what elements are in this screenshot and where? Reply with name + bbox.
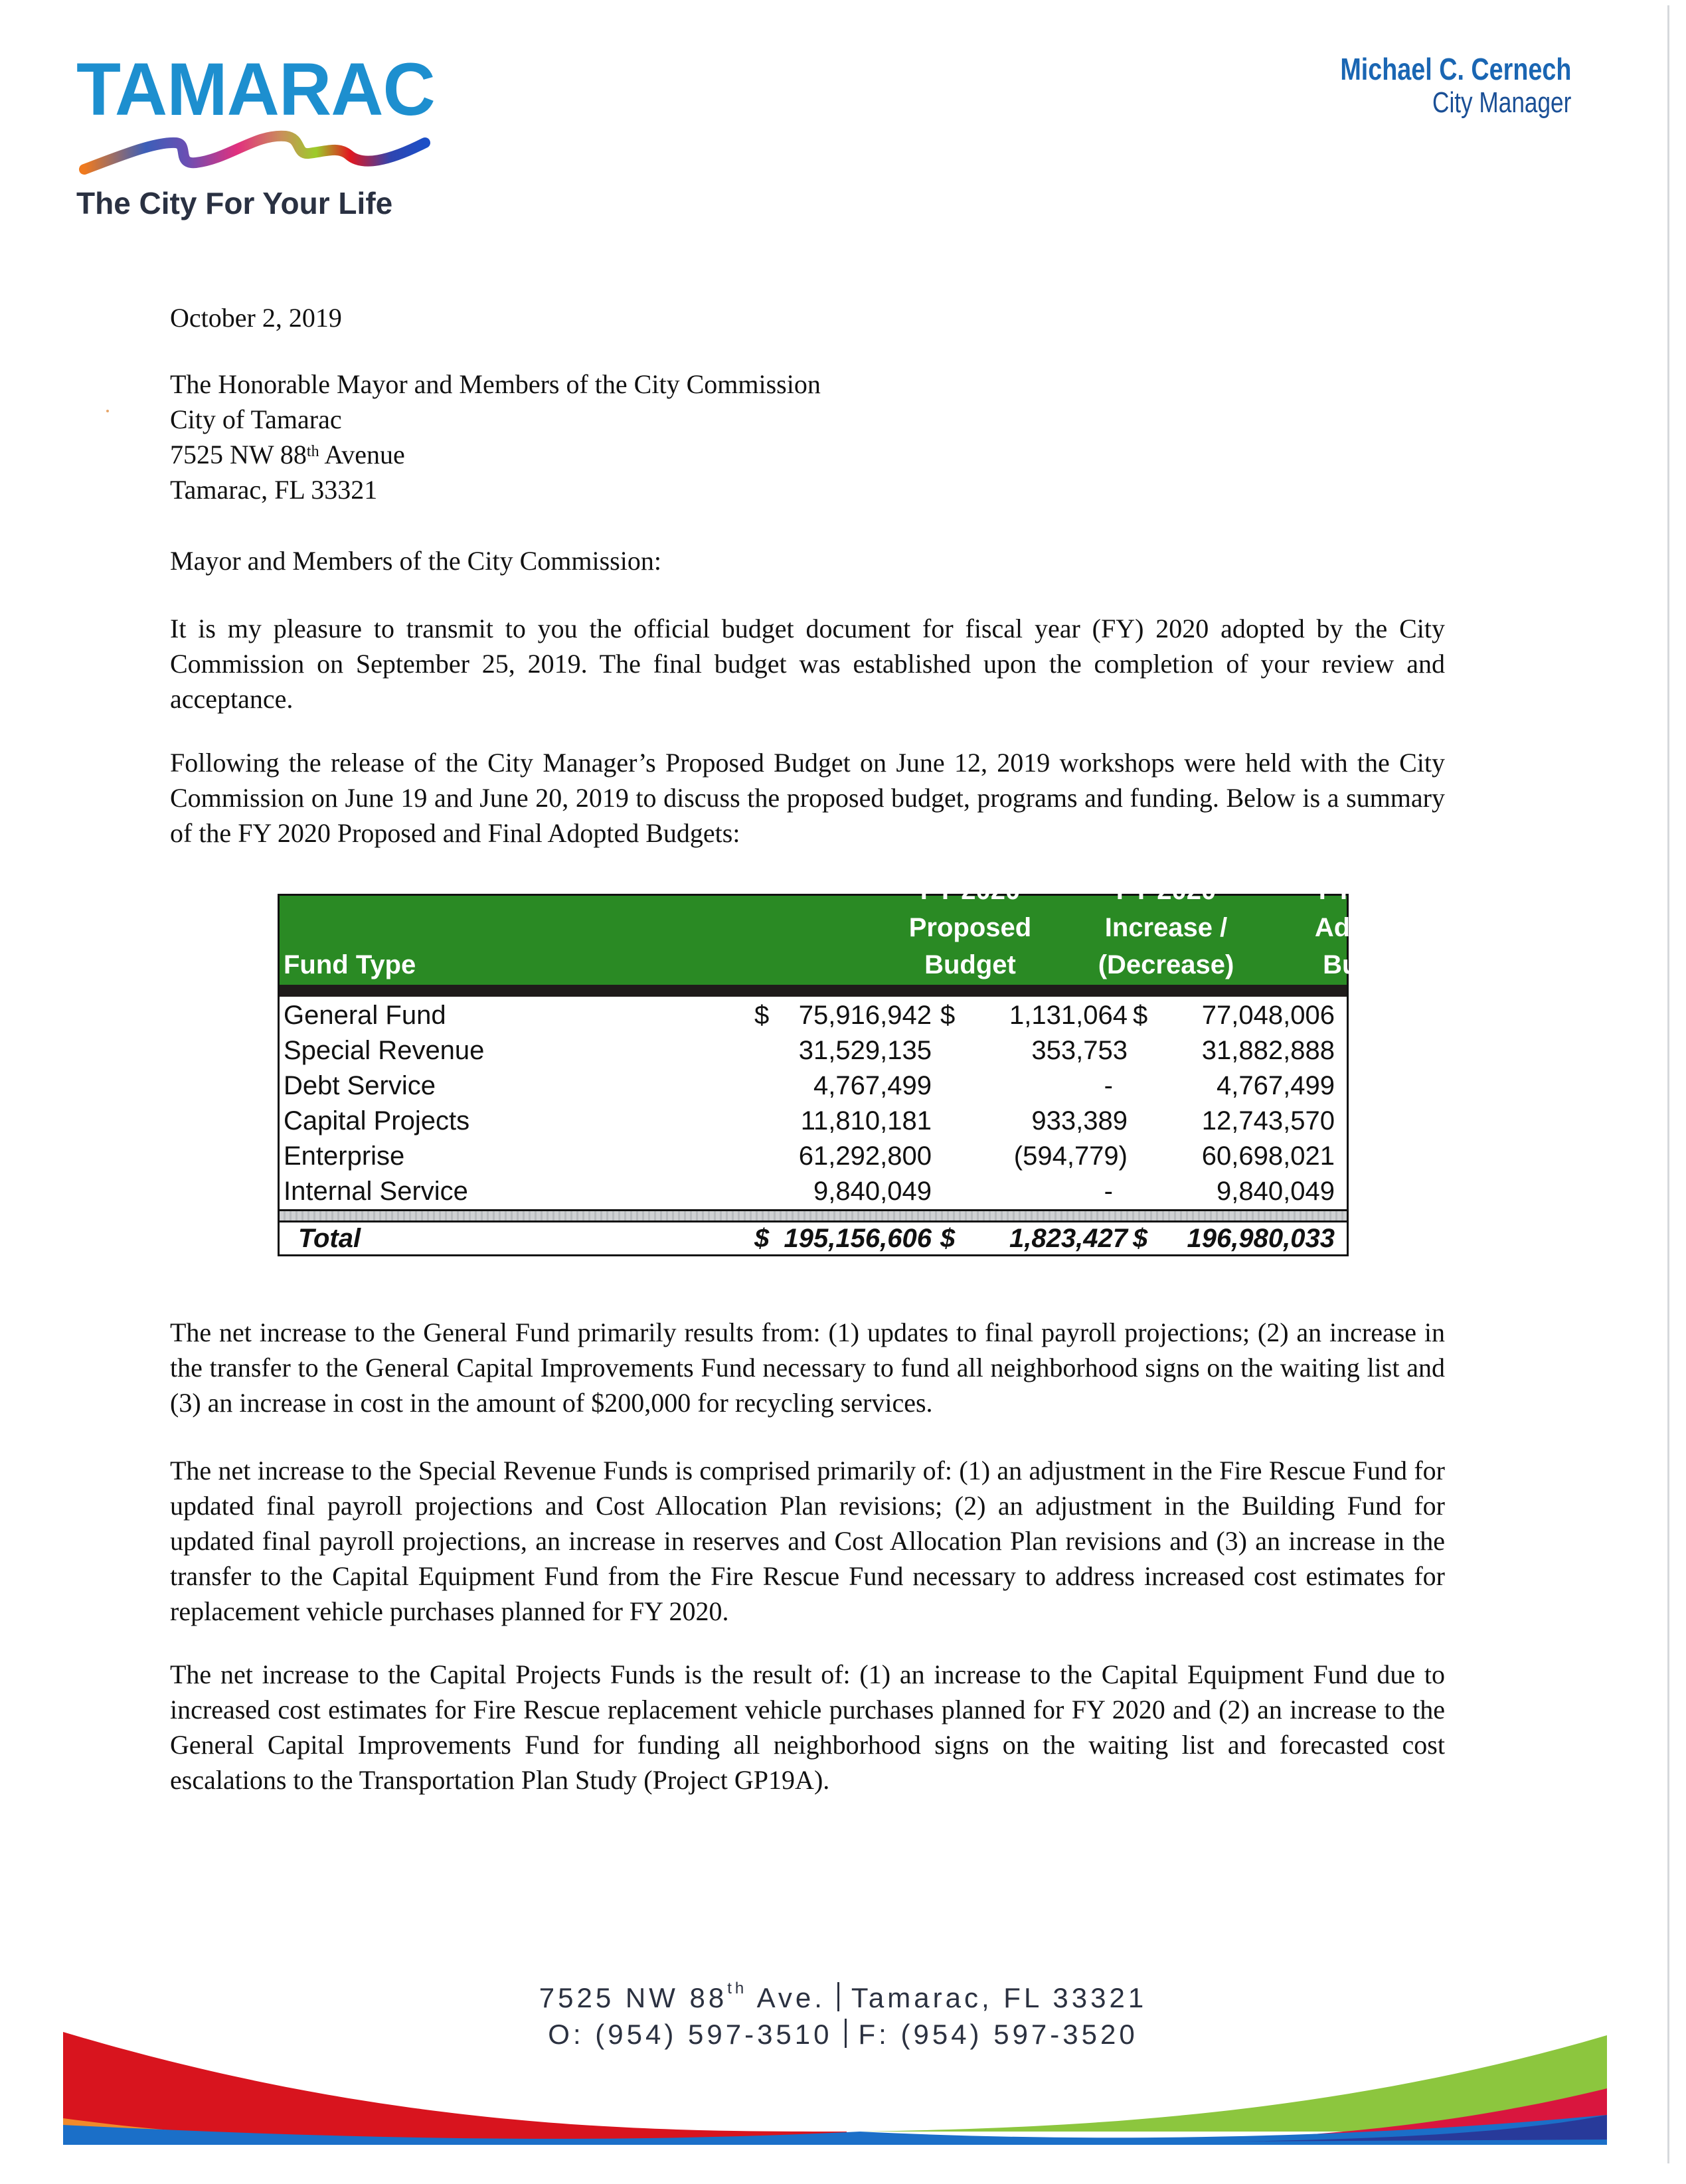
total-adopted: 196,980,033	[1187, 1224, 1335, 1253]
header-adopted-line-1: FY 2020	[1318, 876, 1419, 905]
table-row	[280, 1068, 1347, 1104]
fund-name: Enterprise	[284, 1141, 405, 1171]
change-currency: $	[940, 1001, 956, 1030]
table-row	[280, 1104, 1347, 1139]
proposed-value: 75,916,942	[798, 1001, 932, 1030]
recipient-line-1: The Honorable Mayor and Members of the City Commission	[170, 369, 821, 399]
logo-wordmark: TAMARAC	[76, 48, 435, 131]
paragraph-workshops: Following the release of the City Manager’s Proposed Budget on June 12, 2019 workshops were held with the City Commission on June 19 and June 20, 2019 to discuss the proposed budget, programs and funding. Below is a summary of the FY 2020 Proposed and Final Adopted Budgets:	[170, 748, 1445, 848]
header-underline-band	[280, 985, 1347, 997]
manager-name: Michael C. Cernech	[1340, 52, 1571, 86]
proposed-value: 11,810,181	[800, 1106, 932, 1135]
fund-name: Internal Service	[284, 1177, 468, 1206]
proposed-value: 9,840,049	[813, 1177, 932, 1206]
street-suffix: th	[306, 443, 319, 460]
total-label: Total	[298, 1224, 361, 1253]
header-change	[1073, 872, 1259, 983]
adopted-value: 60,698,021	[1201, 1141, 1335, 1171]
change-value: 1,131,064	[1009, 1001, 1128, 1030]
header-change-line-2: Increase /	[1104, 913, 1228, 942]
manager-header	[1290, 52, 1571, 120]
adopted-value: 9,840,049	[1217, 1177, 1335, 1206]
header-adopted	[1289, 872, 1448, 983]
adopted-value: 77,048,006	[1201, 1001, 1335, 1030]
fund-name: Debt Service	[284, 1071, 436, 1100]
paragraph-capital-projects: The net increase to the Capital Projects Funds is the result of: (1) an increase to the Capital Equipment Fund due to increased cost estimates for Fire Rescue replacement vehicle purchases planned for FY 2020 and (2) an increase to the General Capital Improvements Fund for funding all neighborhood signs on the waiting list and forecasted cost escalations to the Transportation Plan Study (Project GP19A).	[170, 1659, 1445, 1795]
budget-summary-table	[278, 876, 1423, 1256]
adopted-currency: $	[1133, 1001, 1148, 1030]
total-proposed-currency: $	[754, 1224, 770, 1253]
change-value: 353,753	[1031, 1036, 1128, 1065]
recipient-line-3	[170, 437, 1445, 472]
change-value: -	[1104, 1177, 1113, 1206]
tamarac-logo	[76, 48, 448, 221]
table-row	[280, 998, 1347, 1033]
footer-city: Tamarac, FL 33321	[851, 1982, 1147, 2013]
footer-phone: O: (954) 597-3510	[548, 2019, 833, 2050]
footer-street: 7525 NW 88	[539, 1982, 728, 2013]
footer-fax: F: (954) 597-3520	[858, 2019, 1138, 2050]
adopted-value: 31,882,888	[1201, 1036, 1335, 1065]
adopted-value: 12,743,570	[1201, 1106, 1335, 1135]
logo-tagline: The City For Your Life	[76, 186, 393, 220]
footer-contact	[0, 2019, 1686, 2051]
header-change-line-3: (Decrease)	[1098, 950, 1234, 979]
header-proposed-line-1: FY 2020	[920, 876, 1021, 905]
header-proposed-line-3: Budget	[924, 950, 1016, 979]
recipient-line-2: City of Tamarac	[170, 404, 342, 434]
table-header	[280, 876, 1423, 985]
total-separator	[280, 1209, 1347, 1222]
street-number: 7525 NW 88	[170, 440, 307, 469]
change-value: -	[1104, 1071, 1113, 1100]
proposed-value: 4,767,499	[813, 1071, 932, 1100]
page-edge-line	[1667, 5, 1669, 2163]
table-row	[280, 1139, 1347, 1174]
fund-name: Special Revenue	[284, 1036, 485, 1065]
proposed-currency: $	[754, 1001, 770, 1030]
total-change: 1,823,427	[1009, 1224, 1128, 1253]
paragraph-general-fund: The net increase to the General Fund primarily results from: (1) updates to final payroll projections; (2) an increase in the transfer to the General Capital Improvements Fund necessary to fund all neighborhood signs on the waiting list and (3) an increase in cost in the amount of $200,000 for recycling services.	[170, 1317, 1445, 1418]
total-adopted-currency: $	[1133, 1224, 1148, 1253]
paragraph-intro: It is my pleasure to transmit to you the official budget document for fiscal year (FY) 2020 adopted by the City Commission on September 25, 2019. The final budget was established upon the completion of your review and acceptance.	[170, 614, 1445, 714]
header-adopted-line-2: Adopted	[1314, 913, 1423, 942]
header-proposed	[884, 872, 1056, 983]
proposed-value: 61,292,800	[798, 1141, 932, 1171]
total-proposed: 195,156,606	[784, 1224, 932, 1253]
paragraph-special-revenue: The net increase to the Special Revenue Funds is comprised primarily of: (1) an adjustment in the Fire Rescue Fund for updated final payroll projections and Cost Allocation Plan revisions; (2) an adjustment in the Building Fund for updated final payroll projections, an increase in reserves and Cost Allocation Plan revisions and (3) an increase in the transfer to the Capital Equipment Fund from the Fire Rescue Fund necessary to address increased cost estimates for replacement vehicle purchases planned for FY 2020.	[170, 1456, 1445, 1626]
table-total-row	[280, 1222, 1347, 1254]
footer-divider	[845, 2019, 847, 2048]
proposed-value: 31,529,135	[798, 1036, 932, 1065]
total-change-currency: $	[940, 1224, 956, 1253]
footer-address	[0, 1979, 1686, 2014]
recipient-address	[170, 367, 1445, 507]
recipient-line-4: Tamarac, FL 33321	[170, 475, 378, 505]
manager-title: City Manager	[1432, 86, 1571, 119]
rainbow-swoosh-icon	[76, 128, 435, 181]
header-change-line-1: FY 2020	[1116, 876, 1217, 905]
header-proposed-line-2: Proposed	[908, 913, 1032, 942]
table-row	[280, 1033, 1347, 1068]
salutation: Mayor and Members of the City Commission:	[170, 546, 661, 576]
footer-street-suffix: th	[727, 1979, 748, 1997]
footer-divider	[837, 1982, 839, 2011]
header-adopted-line-3: Budget	[1323, 950, 1414, 979]
letter-date: October 2, 2019	[170, 303, 342, 333]
footer-ave: Ave.	[747, 1982, 825, 2013]
fund-name: General Fund	[284, 1001, 446, 1030]
header-fund-type: Fund Type	[284, 950, 416, 979]
change-value: 933,389	[1031, 1106, 1128, 1135]
adopted-value: 4,767,499	[1217, 1071, 1335, 1100]
street-rest: Avenue	[319, 440, 405, 469]
scan-speck	[106, 410, 109, 412]
fund-name: Capital Projects	[284, 1106, 470, 1135]
change-value: (594,779)	[1013, 1141, 1128, 1171]
table-row	[280, 1174, 1347, 1209]
table-body	[280, 997, 1347, 1209]
